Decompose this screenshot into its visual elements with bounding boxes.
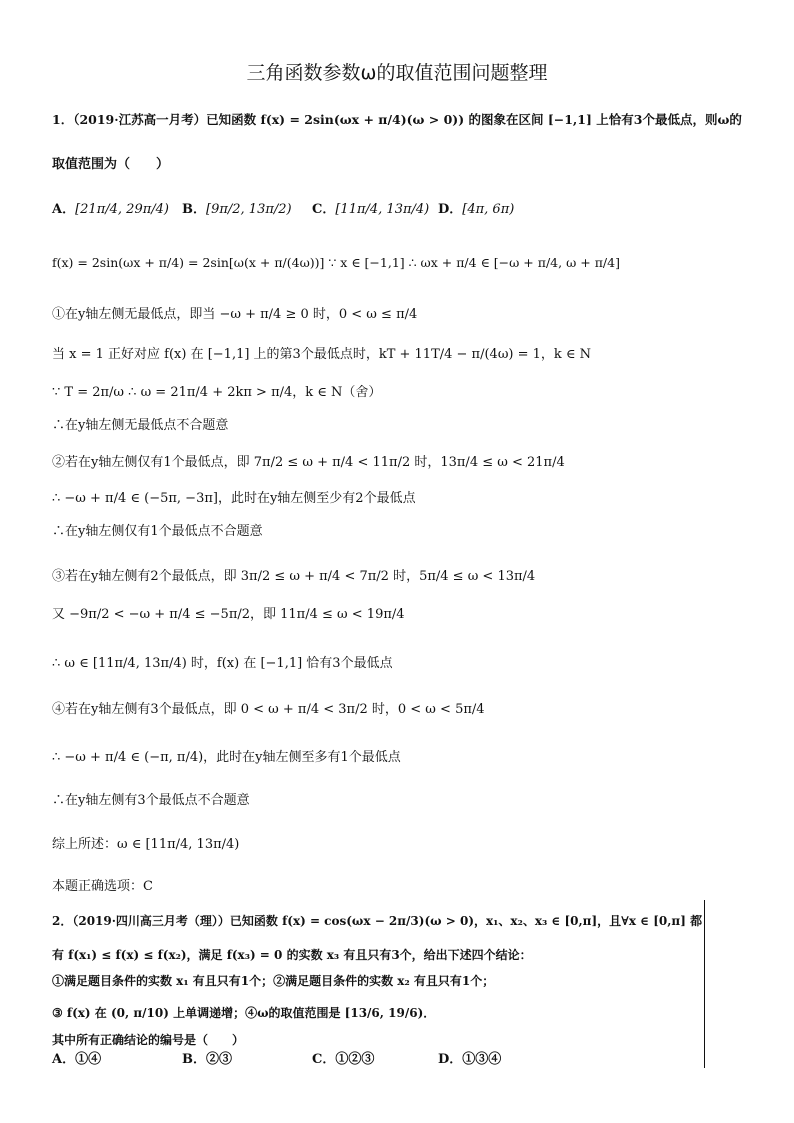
option-text: ①③④	[462, 1052, 502, 1067]
option-label: B．	[182, 202, 206, 217]
option-text: [21π/4, 29π/4)	[75, 202, 169, 217]
q1-stem-line-2: 取值范围为（ ）	[52, 157, 170, 172]
q1-solution-line: ∴ ω ∈ [11π/4, 13π/4) 时，f(x) 在 [−1,1] 恰有3个最低点	[52, 656, 393, 671]
option-text: [4π, 6π)	[462, 202, 515, 217]
q2-stem-line: 2．（2019·四川高三月考（理））已知函数 f(x) = cos(ωx − 2π/3)(ω > 0)，x₁、x₂、x₃ ∈ [0,π]，且∀x ∈ [0,π] 都	[52, 914, 703, 928]
margin-rule	[704, 900, 705, 1068]
option-label: D．	[438, 1052, 463, 1067]
option-text: ①④	[75, 1052, 102, 1067]
q1-solution-line: ①在y轴左侧无最低点，即当 −ω + π/4 ≥ 0 时，0 < ω ≤ π/4	[52, 307, 418, 322]
q1-solution-line: ∴在y轴左侧有3个最低点不合题意	[52, 793, 250, 808]
q1-solution-line: ∵ T = 2π/ω ∴ ω = 21π/4 + 2kπ > π/4，k ∈ N（舍）	[52, 385, 382, 400]
option-text: [11π/4, 13π/4)	[335, 202, 430, 217]
q1-solution-line: ④若在y轴左侧有3个最低点，即 0 < ω + π/4 < 3π/2 时，0 < ω < 5π/4	[52, 702, 485, 717]
q1-solution-line: ②若在y轴左侧仅有1个最低点，即 7π/2 ≤ ω + π/4 < 11π/2 时，13π/4 ≤ ω < 21π/4	[52, 455, 565, 470]
q1-option-a	[52, 198, 169, 217]
q2-option-b	[182, 1048, 232, 1067]
option-label: C．	[312, 202, 336, 217]
q1-option-b	[182, 198, 292, 217]
option-label: C．	[312, 1052, 336, 1067]
q1-solution-line: ∴在y轴左侧仅有1个最低点不合题意	[52, 524, 263, 539]
q2-stem-line: ①满足题目条件的实数 x₁ 有且只有1个；②满足题目条件的实数 x₂ 有且只有1个；	[52, 974, 495, 988]
option-label: A．	[52, 202, 76, 217]
q2-option-d	[438, 1048, 501, 1067]
q1-solution-line: 本题正确选项：C	[52, 879, 153, 894]
q1-solution-line: ∴在y轴左侧无最低点不合题意	[52, 418, 229, 433]
q2-stem-line: ③ f(x) 在 (0, π/10) 上单调递增；④ω的取值范围是 [13/6, 19/6)．	[52, 1006, 436, 1020]
option-text: [9π/2, 13π/2)	[206, 202, 292, 217]
q1-solution-line: ③若在y轴左侧有2个最低点，即 3π/2 ≤ ω + π/4 < 7π/2 时，5π/4 ≤ ω < 13π/4	[52, 569, 536, 584]
q1-solution-line: f(x) = 2sin(ωx + π/4) = 2sin[ω(x + π/(4ω))] ∵ x ∈ [−1,1] ∴ ωx + π/4 ∈ [−ω + π/4, ω + π/4]	[52, 255, 620, 270]
q1-stem-line-1: 1．（2019·江苏高一月考）已知函数 f(x) = 2sin(ωx + π/4)(ω > 0)) 的图象在区间 [−1,1] 上恰有3个最低点，则ω的	[52, 112, 742, 127]
option-text: ①②③	[335, 1052, 375, 1067]
q1-solution-line: 综上所述：ω ∈ [11π/4, 13π/4)	[52, 837, 240, 852]
q1-solution-line: ∴ −ω + π/4 ∈ (−5π, −3π]，此时在y轴左侧至少有2个最低点	[52, 491, 416, 506]
q2-option-c	[312, 1048, 374, 1067]
page-title: 三角函数参数ω的取值范围问题整理	[246, 62, 548, 84]
option-text: ②③	[206, 1052, 233, 1067]
q2-stem-line: 有 f(x₁) ≤ f(x) ≤ f(x₂)，满足 f(x₃) = 0 的实数 x₃ 有且只有3个，给出下述四个结论：	[52, 948, 532, 962]
option-label: A．	[52, 1052, 76, 1067]
option-label: B．	[182, 1052, 206, 1067]
q1-solution-line: ∴ −ω + π/4 ∈ (−π, π/4)，此时在y轴左侧至多有1个最低点	[52, 750, 401, 765]
option-label: D．	[438, 202, 463, 217]
q1-option-c	[312, 198, 429, 217]
q1-option-d	[438, 198, 514, 217]
q1-solution-line: 又 −9π/2 < −ω + π/4 ≤ −5π/2，即 11π/4 ≤ ω < 19π/4	[52, 607, 405, 622]
q1-solution-line: 当 x = 1 正好对应 f(x) 在 [−1,1] 上的第3个最低点时，kT + 11T/4 − π/(4ω) = 1，k ∈ N	[52, 347, 592, 362]
q2-option-a	[52, 1048, 101, 1067]
q2-stem-line: 其中所有正确结论的编号是（ ）	[52, 1033, 245, 1047]
